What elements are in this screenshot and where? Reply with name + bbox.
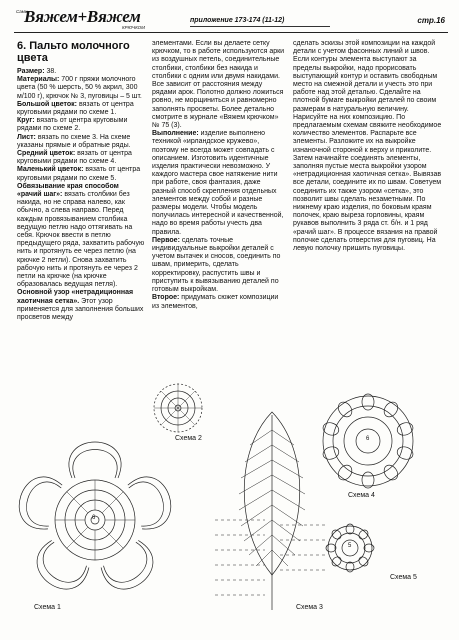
scheme-4-center-number: 6 <box>366 436 370 442</box>
second-rule-label: Второе: <box>152 294 180 302</box>
issue-label: приложение 173-174 (11-12) <box>190 17 285 24</box>
big-flower-label: Большой цветок: <box>17 100 78 108</box>
scheme-4-label: Схема 4 <box>348 492 375 499</box>
size-value: 38. <box>44 68 57 75</box>
scheme-1-label: Схема 1 <box>34 604 61 611</box>
big-flower-text: вязать от центра круговыми рядами по схеме 1. <box>17 100 134 117</box>
edge-label: Обвязывание края способом «рачий шаг»: <box>17 182 119 199</box>
scheme-1-center-number: 6 <box>92 515 96 521</box>
materials-text: 700 г пряжи молочного цвета (50 % шерсть, 50 % акрил, 300 м/100 г), крючок № 3, пуговицы – 5 шт. <box>17 76 142 100</box>
leaf-label: Лист: <box>17 133 36 141</box>
scheme-5-center-number: 5 <box>348 543 352 549</box>
base-pattern-text: Этот узор применяется для заполнения больших просветов между <box>17 297 144 322</box>
first-rule-label: Первое: <box>152 236 180 244</box>
mid-flower-text: вязать от центра круговыми рядами по схеме 4. <box>17 150 132 166</box>
leaf-text: вязать по схеме 3. На схеме указаны прямые и обратные ряды. <box>17 133 131 149</box>
scheme-2-label: Схема 2 <box>175 435 202 442</box>
magazine-logo: Вяжем+Вяжем <box>24 7 141 26</box>
small-flower-label: Маленький цветок: <box>17 166 84 174</box>
logo-prefix: Сами <box>16 9 28 14</box>
scheme-3-leaf <box>215 412 325 610</box>
scheme-2-circle <box>154 384 202 432</box>
second-rule-text: придумать сюжет композиции из элементов, <box>152 294 279 310</box>
size-label: Размер: <box>17 68 45 75</box>
scheme-5-label: Схема 5 <box>390 574 417 581</box>
edge-text: вязать столбики без накида, но не справа налево, как обычно, а слева направо. Перед каждым провязыванием столбика ведущую петлю надо оттягивать на себя. Крючок ввести в петлю предыдущего ряда, захватить рабочую нить и протянуть ее через петлю (на крючке 2 петли). Снова захватить рабочую нить и протянуть ее через 2 петли на крючке (на крючке образовалась ведущая петля). <box>17 191 145 289</box>
first-rule-text: сделать точные индивидуальные выкройки деталей с учетом вытачек и сносов, соединить по швам, примерить, сделать корректировку, распустить швы и приступить к вывязыванию деталей по готовым выкройкам. <box>152 236 281 294</box>
circle-label: Круг: <box>17 117 35 125</box>
logo-subtitle: КРЮЧКОМ <box>122 25 145 30</box>
scheme-3-label: Схема 3 <box>296 604 323 611</box>
base-pattern-label: Основной узор «нетрадиционная хаотичная сетка». <box>17 289 134 305</box>
composition-paragraph: сделать эскизы этой композиции на каждой детали с учетом фасонных линий и швов. Если контуры элемента выступают за пределы выкройки, надо прорисовать выступающий контур и оставить свободным место на смежной детали и учесть это при работе над этой деталью. Сделайте на плотной бумаге выкройки деталей по своим размерам в натуральную величину. Нарисуйте на них композицию. По предлагаемым схемам свяжите необходимое количество элементов. Распарьте все элементы. Разложите их на выкройке изнаночной стороной к верху и приколите. Затем начинайте соединять элементы, заполняя пустые места выкройки узором «нетрадиционная хаотичная сетка». Вывязав все детали, соедините их по швам. Советуем соединить их также узором «сетка», это позволит швы сделать незаметными. По нижнему краю изделия, по боковым краям полочек, краю выреза горловины, краям рукавов выполнить 3 ряда ст. б/н. и 1 ряд «рачий шаг». В процессе вязания на правой полочке сделать отверстия для пуговиц. На левую полочку пришить пуговицы. <box>293 40 442 253</box>
execution-text: изделие выполнено техникой «ирландское кружево», поэтому не всегда может совпадать с описанием. Изготовить идентичные изделия практически невозможно. У каждого мастера свое натяжение нити при работе, своя фантазия, даже разный способ скрепления отдельных элементов между собой и разные размеры модели. Чтобы модель получилась интересной и качественной, надо во время работы учесть два правила. <box>152 130 284 236</box>
page-number: стр.16 <box>417 16 445 25</box>
circle-text: вязать от центра круговыми рядами по схеме 2. <box>17 117 128 133</box>
small-flower-text: вязать от центра круговыми рядами по схеме 5. <box>17 166 141 182</box>
article-title: 6. Пальто молочного цвета <box>17 40 130 64</box>
materials-label: Материалы: <box>17 76 60 84</box>
mesh-paragraph: элементами. Если вы делаете сетку крючком, то в работе используются арки из воздушных петель, соединительные столбики, столбики без накида и столбики с одним или двумя накидами. Все зависит от расстояния между рядами арок. Полотно должно ложиться ровно, не морщиниться и равномерно заполнять просветы. Более детально смотрите в журнале «Вяжем крючком» № 75 (3). <box>152 40 285 130</box>
mid-flower-label: Средний цветок: <box>17 150 76 158</box>
execution-label: Выполнение: <box>152 130 199 138</box>
